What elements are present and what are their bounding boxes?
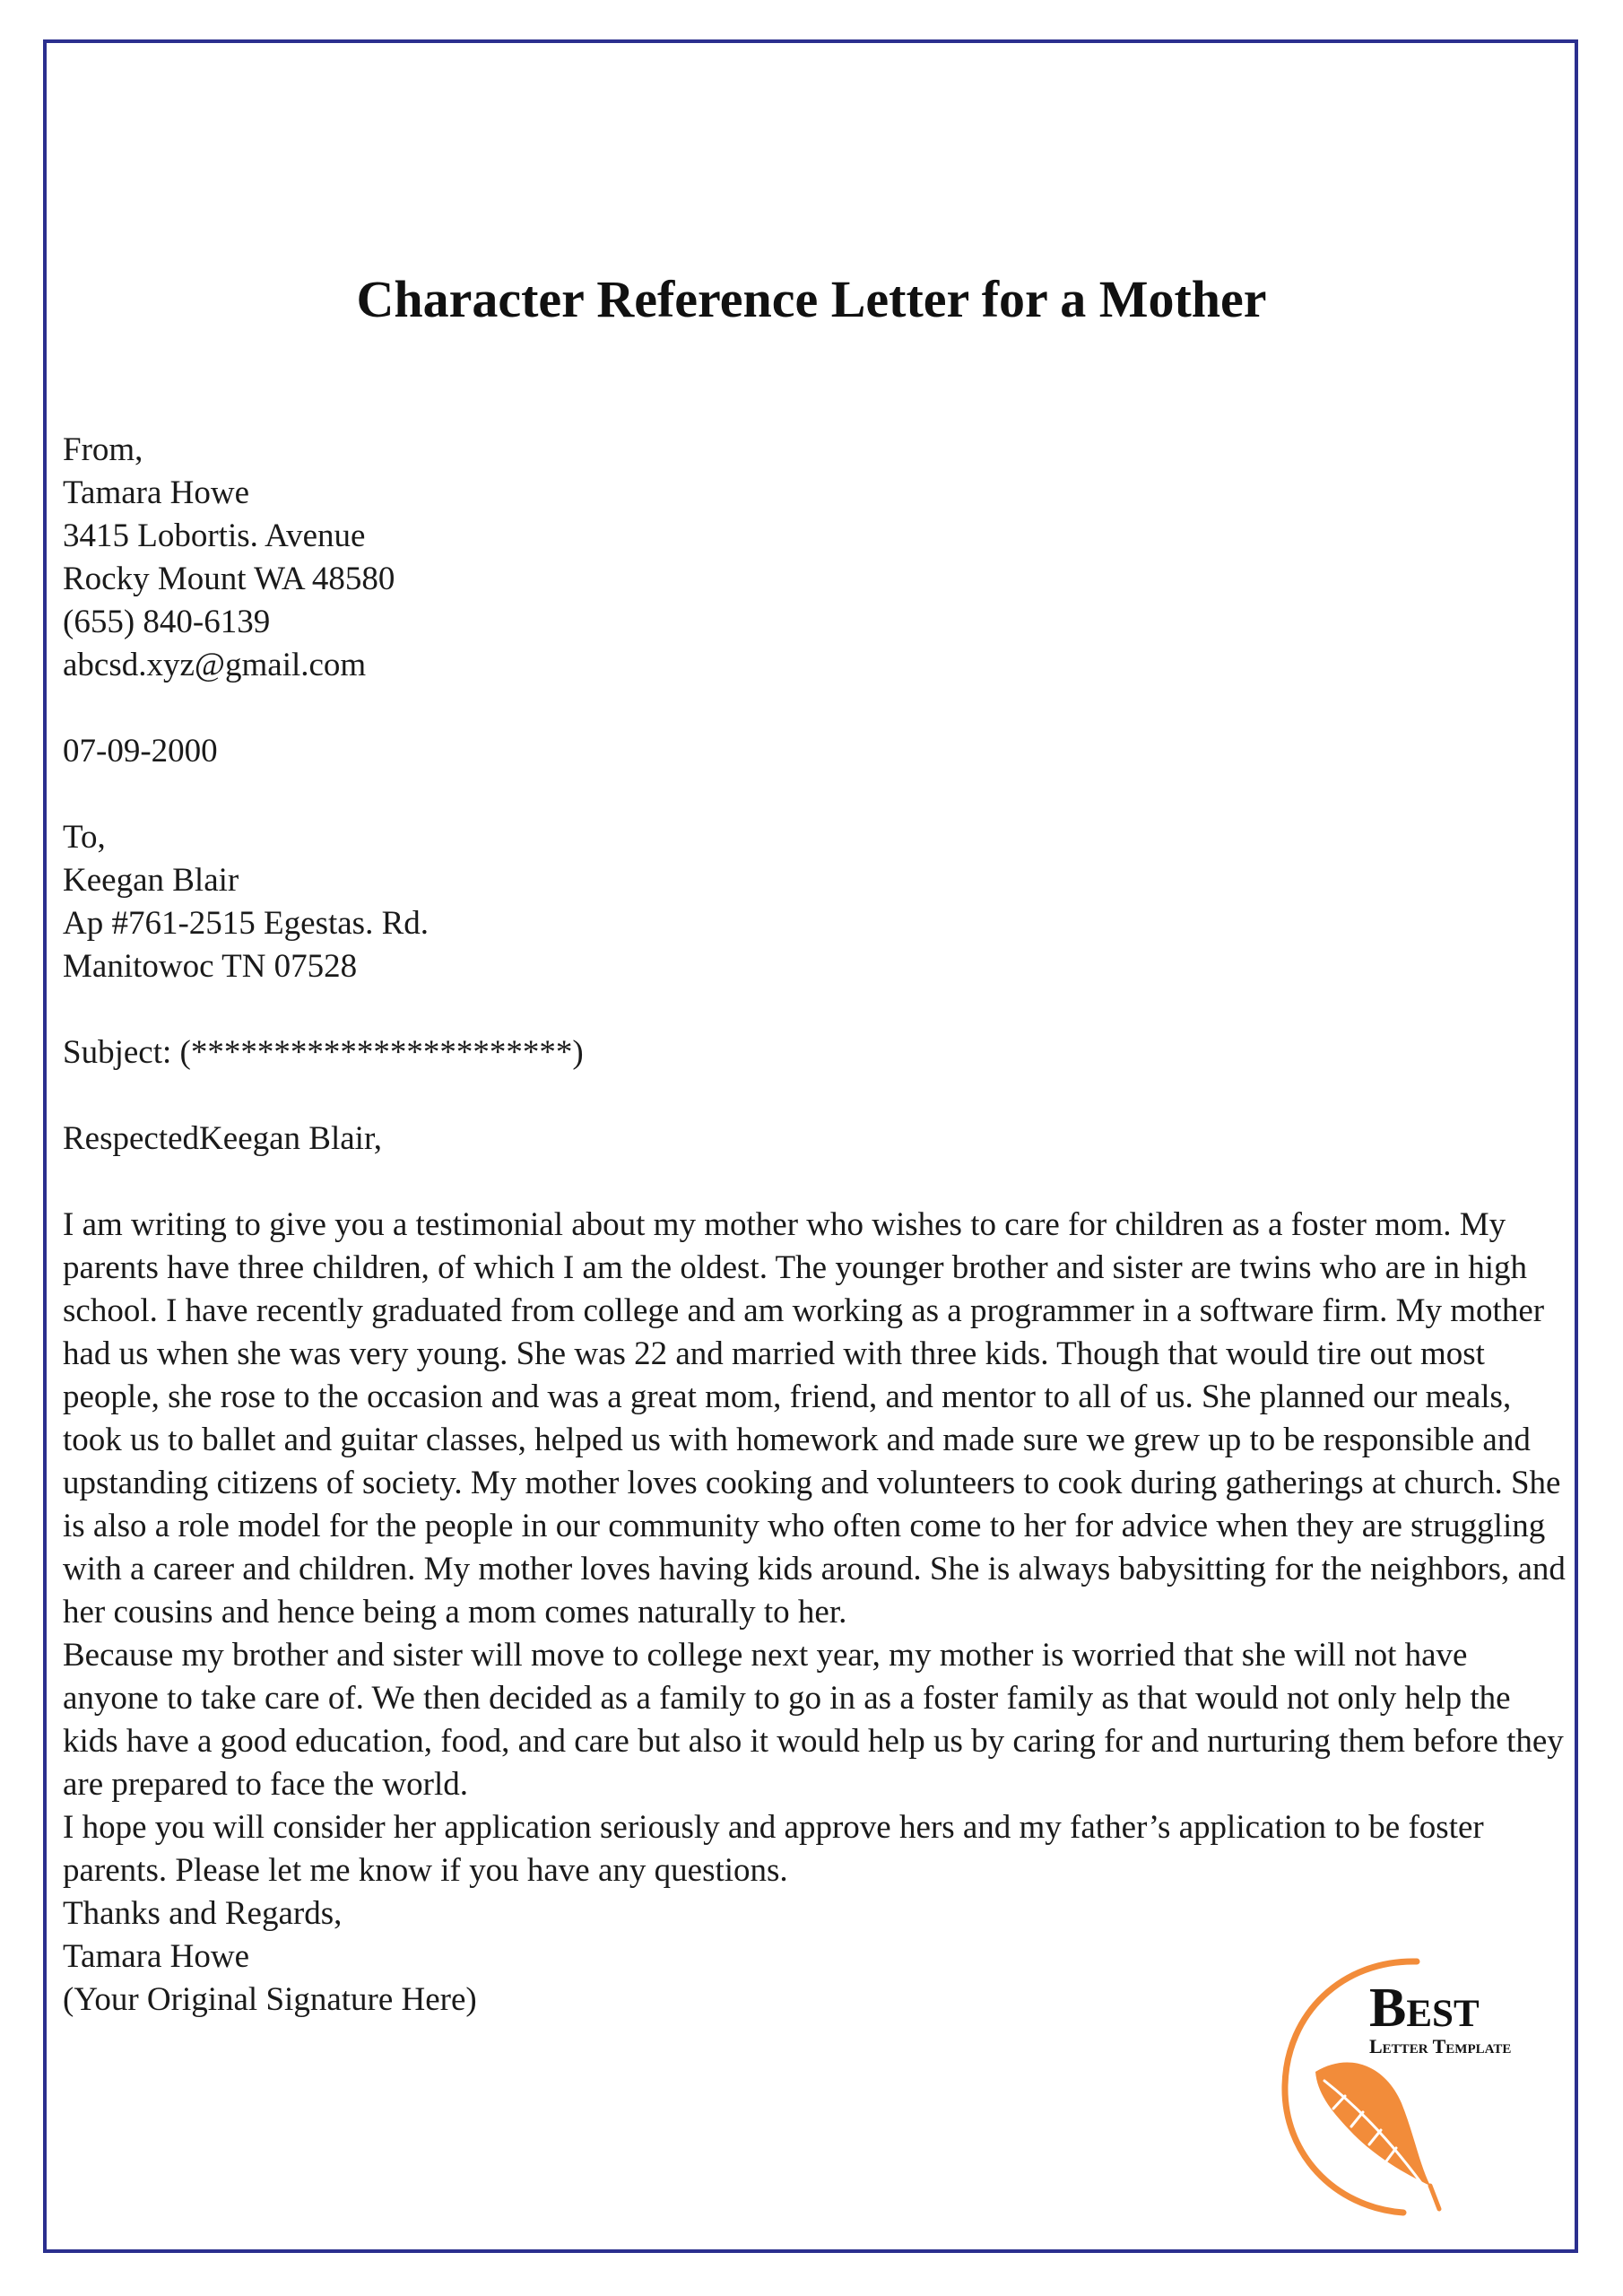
brand-logo [1260,1951,1583,2220]
greeting-block [63,1118,1569,1161]
sender-phone: (655) 840-6139 [63,604,271,640]
body-paragraph-2: Because my brother and sister will move to college next year, my mother is worried that she will not have anyone to take care of. We then decided as a family to go in as a foster family as that would not only help the kids have a good education, food, and care but also it would help us by caring for and nurturing them before they are prepared to face the world. [63,1637,1564,1803]
letter-content [63,429,1569,2022]
body-paragraph-3: I hope you will consider her application seriously and approve hers and my father’s application to be foster parents. Please let me know if you have any questions. [63,1809,1484,1889]
sender-email: abcsd.xyz@gmail.com [63,647,367,683]
sender-address-line-2: Rocky Mount WA 48580 [63,561,395,597]
recipient-block [63,816,1569,988]
subject-block [63,1031,1569,1074]
letter-title: Character Reference Letter for a Mother [356,270,1267,328]
sender-name: Tamara Howe [63,474,249,511]
letter-body [63,1204,1569,1892]
sender-block [63,429,1569,687]
logo-word-letter-template: Letter Template [1369,2035,1512,2057]
letter-greeting: RespectedKeegan Blair, [63,1120,383,1157]
recipient-address-line-2: Manitowoc TN 07528 [63,948,358,985]
sender-address-line-1: 3415 Lobortis. Avenue [63,517,366,554]
logo-word-best: Best [1369,1978,1480,2039]
body-paragraph-1: I am writing to give you a testimonial about my mother who wishes to care for children as a foster mom. My parents have three children, of which I am the oldest. The younger brother and sister are twins who are in high school. I have recently graduated from college and am working as a programmer in a software firm. My mother had us when she was very young. She was 22 and married with three kids. Though that would tire out most people, she rose to the occasion and was a great mom, friend, and mentor to all of us. She planned our meals, took us to ballet and guitar classes, helped us with homework and made sure we grew up to be responsible and upstanding citizens of society. My mother loves cooking and volunteers to cook during gatherings at church. She is also a role model for the people in our community who often come to her for advice when they are struggling with a career and children. My mother loves having kids around. She is always babysitting for the neighbors, and her cousins and hence being a mom comes naturally to her. [63,1206,1566,1631]
recipient-name: Keegan Blair [63,862,239,899]
letter-date: 07-09-2000 [63,733,218,770]
date-block [63,730,1569,773]
closing-name: Tamara Howe [63,1938,249,1975]
letter-subject: Subject: (***********************) [63,1034,584,1071]
closing-line: Thanks and Regards, [63,1895,343,1932]
recipient-salutation: To, [63,819,106,856]
recipient-address-line-1: Ap #761-2515 Egestas. Rd. [63,905,429,942]
brand-logo-graphic [1260,1951,1583,2220]
sender-salutation: From, [63,431,143,468]
signature-note: (Your Original Signature Here) [63,1981,477,2018]
